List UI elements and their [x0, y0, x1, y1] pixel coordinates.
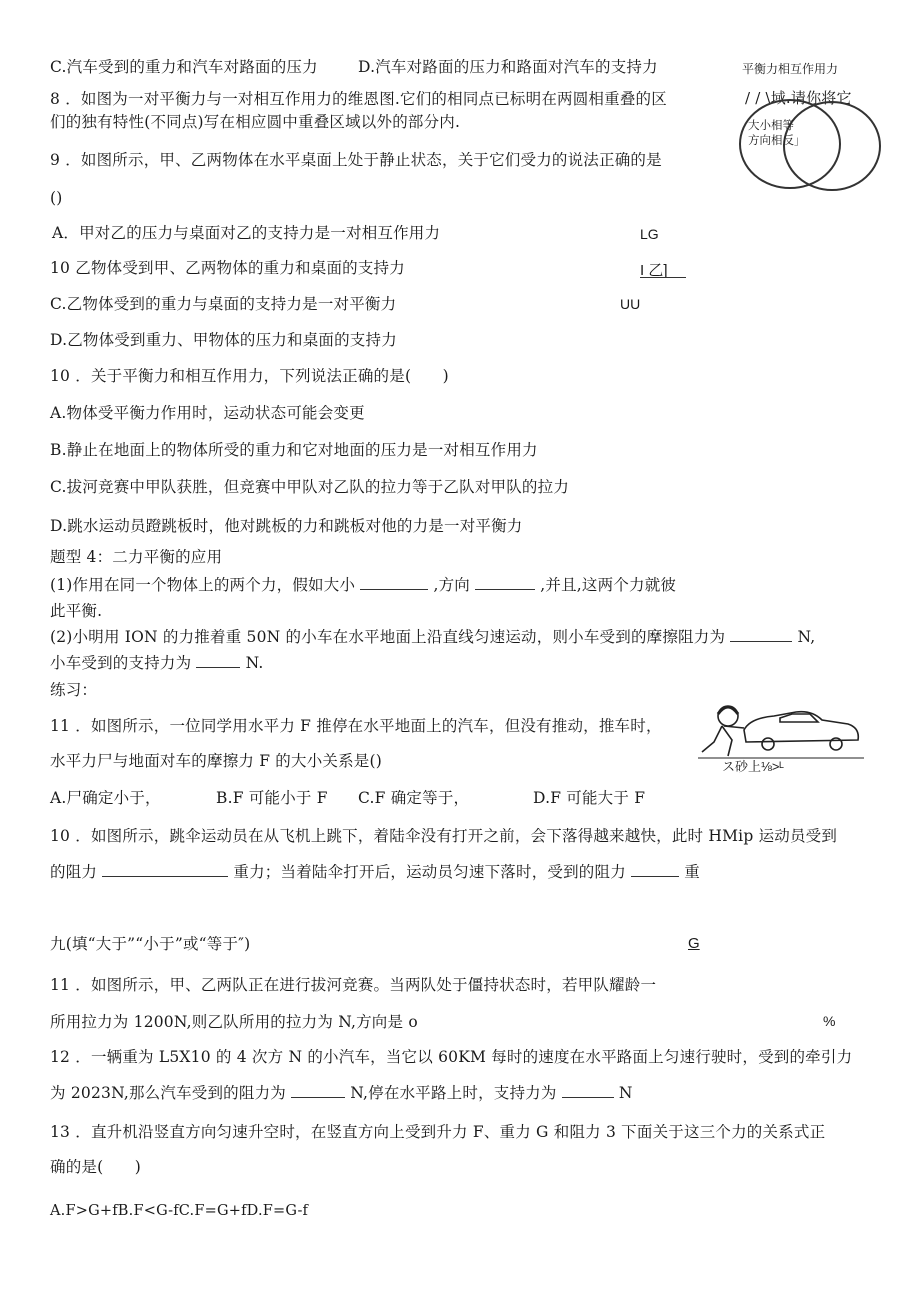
type4-blank-friction[interactable] — [730, 627, 792, 642]
q11b-figure-label: % — [823, 1013, 836, 1029]
q11-option-c: C.F 确定等于， — [358, 789, 470, 807]
q9-figure-label-1: LG — [640, 226, 659, 242]
q12-text-b: N,停在水平路上时，支持力为 — [350, 1084, 557, 1102]
type4-part2 — [50, 627, 815, 647]
q12-line2 — [50, 1083, 633, 1103]
q10b-text-a: 的阻力 — [50, 863, 98, 881]
person-leg-front — [722, 726, 732, 756]
q9-figure-label-3: UU — [620, 296, 641, 312]
car-window — [780, 714, 818, 722]
q11b-line2: 所用拉力为 1200N,则乙队所用的拉力为 N,方向是 o — [50, 1013, 418, 1031]
q10-option-c: C.拔河竞赛中甲队获胜，但竞赛中甲队对乙队的拉力等于乙队对甲队的拉力 — [50, 478, 570, 496]
type4-part2-text-c: 小车受到的支持力为 — [50, 654, 192, 672]
type4-part1 — [50, 575, 676, 595]
venn-side-text: / / \域.请你将它 — [745, 89, 852, 107]
type4-blank-direction[interactable] — [475, 575, 535, 590]
q12-blank-resistance[interactable] — [291, 1083, 345, 1098]
type4-part2-text-b: N, — [797, 628, 816, 646]
q9-option-c: C.乙物体受到的重力与桌面的支持力是一对平衡力 — [50, 295, 397, 313]
type4-part2-text-d: N. — [245, 654, 264, 672]
q12-text-c: N — [618, 1084, 633, 1102]
q10-option-a: A.物体受平衡力作用时，运动状态可能会变更 — [50, 404, 365, 422]
q10-option-d: D.跳水运动员蹬跳板时，他对跳板的力和跳板对他的力是一对平衡力 — [50, 517, 523, 535]
q10b-figure-label: G — [688, 935, 700, 952]
q10b-line2 — [50, 862, 700, 882]
q11-stem-line2: 水平力尸与地面对车的摩擦力 F 的大小关系是() — [50, 752, 383, 770]
q10b-line1: 10 ．如图所示，跳伞运动员在从飞机上跳下，着陆伞没有打开之前，会下落得越来越快，此时 HMip 运动员受到 — [50, 827, 838, 845]
q11-stem-line1: 11 ．如图所示，一位同学用水平力 F 推停在水平地面上的汽车，但没有推动，推车时， — [50, 717, 662, 735]
q10b-blank-2[interactable] — [631, 862, 679, 877]
q11-option-d: D.F 可能大于 F — [533, 789, 646, 807]
q11-option-b: B.F 可能小于 F — [216, 789, 328, 807]
q12-line1: 12 ．一辆重为 L5X10 的 4 次方 N 的小汽车，当它以 60KM 每时的速度在水平路面上匀速行驶时，受到的牵引力 — [50, 1048, 853, 1066]
type4-part2-line2 — [50, 653, 264, 673]
q8-line1: 8 ．如图为一对平衡力与一对相互作用力的维恩图.它们的相同点已标明在两圆相重叠的区 — [50, 90, 667, 108]
q12-blank-support[interactable] — [562, 1083, 614, 1098]
type4-part1-text-b: ,方向 — [433, 576, 470, 594]
q13-line2: 确的是( ) — [50, 1158, 141, 1176]
type4-part1-text-a: (1)作用在同一个物体上的两个力，假如大小 — [50, 576, 356, 594]
q10-stem: 10 ．关于平衡力和相互作用力，下列说法正确的是( ) — [50, 367, 449, 385]
q7-option-d: D.汽车对路面的压力和路面对汽车的支持力 — [358, 58, 658, 76]
q9-option-b: 10 乙物体受到甲、乙两物体的重力和桌面的支持力 — [50, 259, 405, 277]
q13-line1: 13 ．直升机沿竖直方向匀速升空时，在竖直方向上受到升力 F、重力 G 和阻力 3 下面关于这三个力的关系式正 — [50, 1123, 826, 1141]
q7-option-c: C.汽车受到的重力和汽车对路面的压力 — [50, 58, 318, 76]
q9-option-d: D.乙物体受到重力、甲物体的压力和桌面的支持力 — [50, 331, 397, 349]
person-arm — [724, 726, 744, 728]
q10b-blank-1[interactable] — [102, 862, 228, 877]
car-wheel-rear — [762, 738, 774, 750]
q11-option-a: A.尸确定小于， — [50, 789, 161, 807]
q10b-text-b: 重力；当着陆伞打开后，运动员匀速下落时，受到的阻力 — [233, 863, 626, 881]
q13-options: A.F>G+fB.F<G-fC.F=G+fD.F=G-f — [50, 1203, 309, 1219]
push-car-figure — [688, 700, 868, 764]
type4-title: 题型 4：二力平衡的应用 — [50, 548, 223, 566]
practice-title: 练习： — [50, 681, 98, 699]
person-leg-back — [702, 726, 722, 752]
q8-line2: 们的独有特性(不同点)写在相应圆中重叠区域以外的部分内. — [50, 113, 461, 131]
venn-overlap-line1: 大小相等 — [748, 120, 794, 132]
q9-stem: 9 ．如图所示，甲、乙两物体在水平桌面上处于静止状态，关于它们受力的说法正确的是 — [50, 151, 662, 169]
type4-part1-end: 此平衡. — [50, 602, 103, 620]
venn-overlap-line2: 方向相反」 — [748, 135, 806, 147]
venn-title: 平衡力相互作用力 — [742, 62, 839, 76]
q9-paren: () — [50, 189, 63, 207]
type4-part1-text-c: ,并且,这两个力就彼 — [540, 576, 677, 594]
type4-part2-text-a: (2)小明用 ION 的力推着重 50N 的小车在水平地面上沿直线匀速运动，则小车受到的摩擦阻力为 — [50, 628, 726, 646]
q11b-line1: 11 ．如图所示，甲、乙两队正在进行拔河竞赛。当两队处于僵持状态时，若甲队耀龄一 — [50, 976, 657, 994]
q10-option-b: B.静止在地面上的物体所受的重力和它对地面的压力是一对相互作用力 — [50, 441, 538, 459]
type4-blank-size[interactable] — [360, 575, 428, 590]
q9-figure-tabletop — [640, 277, 686, 278]
type4-blank-support[interactable] — [196, 653, 240, 668]
q10b-text-c: 重 — [684, 863, 700, 881]
car-body — [744, 712, 858, 742]
q12-text-a: 为 2023N,那么汽车受到的阻力为 — [50, 1084, 286, 1102]
q10b-fill-instruction: 九(填“大于”“小于”或“等于″) — [50, 935, 251, 953]
q9-figure-label-2: I 乙] — [640, 262, 668, 279]
q9-option-a: A．甲对乙的压力与桌面对乙的支持力是一对相互作用力 — [52, 224, 441, 242]
push-car-caption: ス砂上⅛>ᴸ — [722, 759, 785, 774]
